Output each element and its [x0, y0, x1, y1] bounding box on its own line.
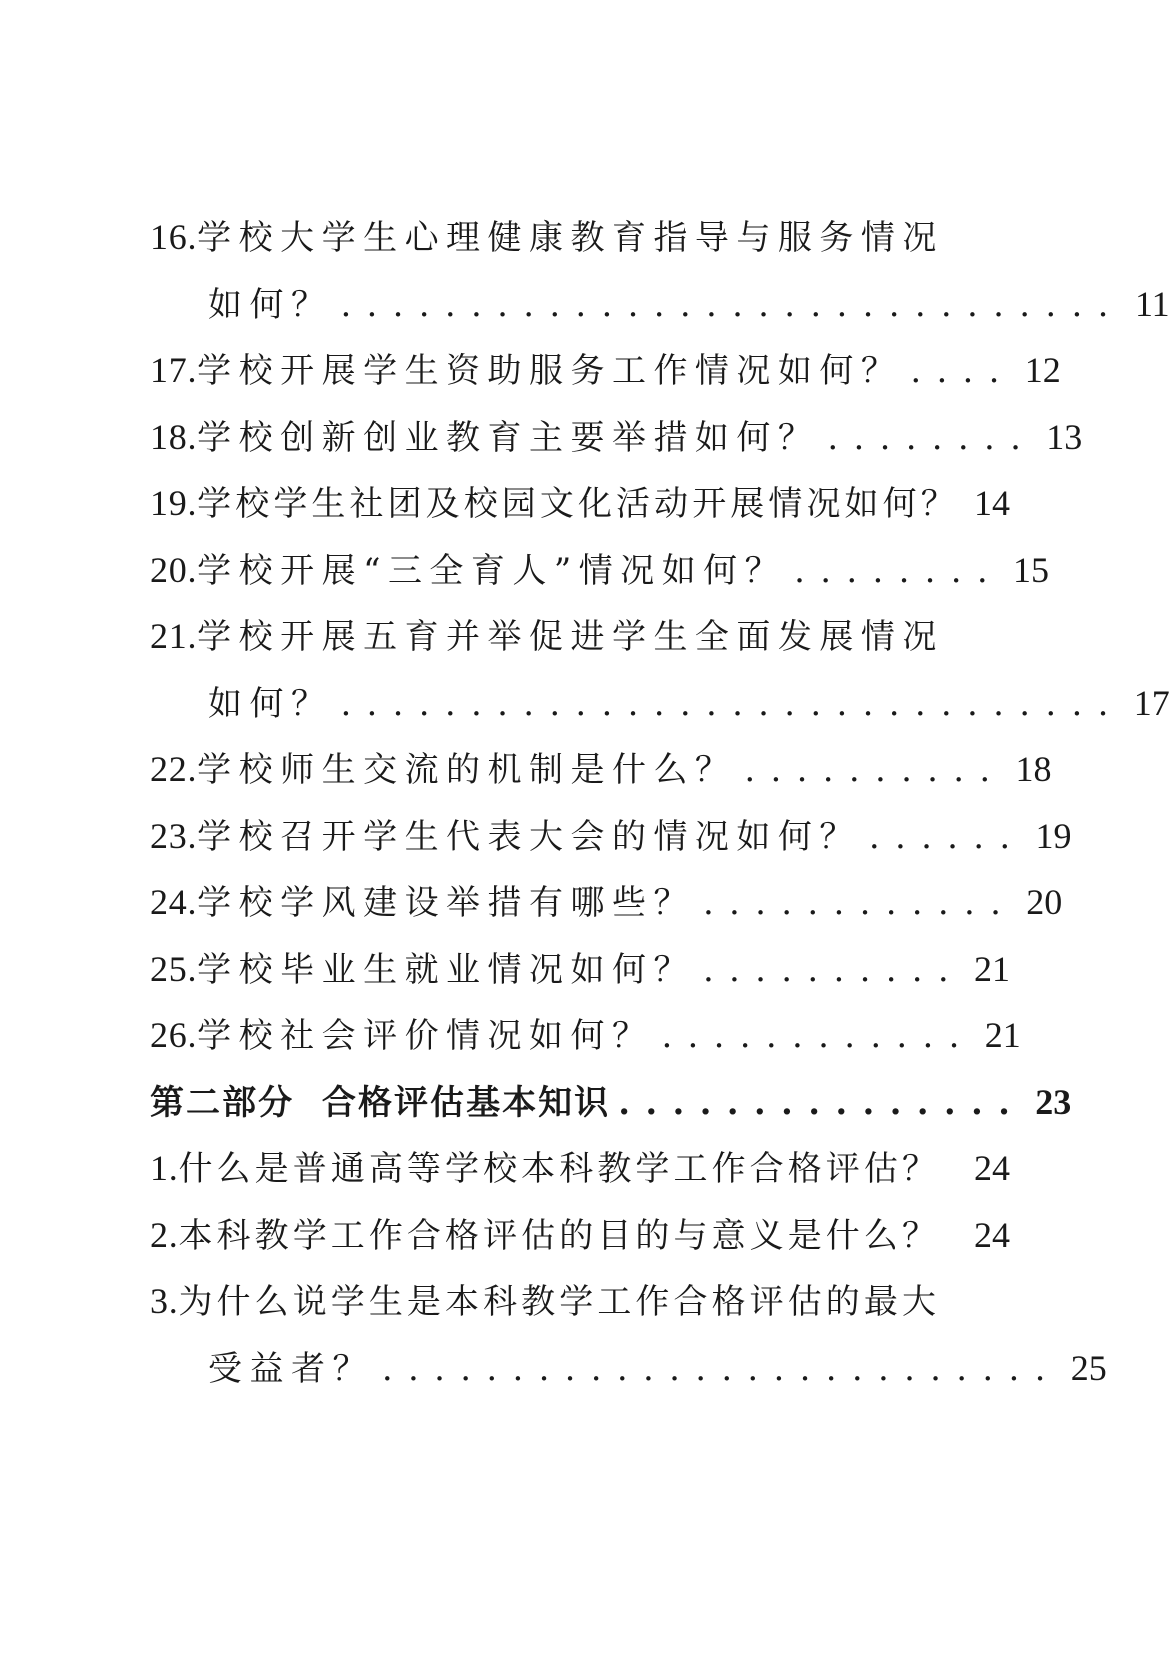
entry-title: 学校学生社团及校园文化活动开展情况如何？: [197, 484, 959, 524]
entry-number: 22.: [150, 749, 198, 789]
page-number: 19: [1035, 815, 1072, 856]
page-number: 14: [974, 483, 1010, 523]
entry-title-continued: 受益者？: [208, 1348, 374, 1389]
dot-leader: ........: [827, 417, 1037, 458]
dot-leader: ..............................: [340, 683, 1124, 724]
toc-entry-20[interactable]: [150, 543, 1050, 610]
toc-line: [150, 476, 1010, 543]
entry-number: 20.: [150, 549, 198, 590]
entry-title-continued: 如何？: [208, 683, 333, 724]
entry-title: 学校开展“三全育人”情况如何？: [197, 550, 787, 591]
entry-number: 3.: [150, 1281, 179, 1321]
toc-line: [150, 410, 1083, 477]
toc-line: [150, 1274, 1010, 1341]
toc-line: [150, 1208, 1010, 1275]
page-number: 24: [974, 1148, 1010, 1188]
page-number: 23: [1035, 1081, 1072, 1122]
entry-title: 学校创新创业教育主要举措如何？: [197, 417, 820, 458]
entry-number: 21.: [150, 616, 198, 656]
page-number: 13: [1046, 416, 1083, 457]
toc-part-heading[interactable]: [150, 1075, 1072, 1142]
toc-entry-22[interactable]: [150, 742, 1052, 809]
toc-line: [150, 609, 1010, 676]
dot-leader: ............: [702, 883, 1017, 923]
toc-entry-24[interactable]: [150, 875, 1063, 942]
toc-line-continued: [150, 676, 1170, 743]
toc-line: [150, 742, 1052, 809]
toc-line: [150, 1141, 1010, 1208]
toc-entry-26[interactable]: [150, 1008, 1021, 1075]
toc-entry-3[interactable]: [150, 1274, 1107, 1407]
entry-number: 16.: [150, 217, 198, 257]
entry-number: 17.: [150, 350, 198, 390]
toc-entry-23[interactable]: [150, 809, 1072, 876]
toc-line: [150, 543, 1050, 610]
page-number: 21: [974, 948, 1011, 989]
dot-leader: ......: [868, 816, 1026, 857]
entry-title: 学校开展五育并举促进学生全面发展情况: [197, 617, 944, 657]
dot-leader: ..........: [702, 949, 965, 990]
toc-entry-19[interactable]: [150, 476, 1010, 543]
toc-line-continued: [150, 1341, 1107, 1408]
dot-leader: ...............: [618, 1082, 1026, 1123]
entry-number: 19.: [150, 483, 198, 523]
toc-line-continued: [150, 277, 1170, 344]
page-number: 15: [1013, 549, 1050, 590]
page-number: 24: [974, 1214, 1010, 1255]
entry-title: 学校社会评价情况如何？: [197, 1016, 654, 1056]
entry-number: 2.: [150, 1214, 179, 1255]
entry-number: 18.: [150, 416, 198, 457]
entry-title: 学校召开学生代表大会的情况如何？: [197, 816, 861, 857]
entry-number: 24.: [150, 882, 198, 922]
toc-line: [150, 875, 1063, 942]
dot-leader: ....: [910, 351, 1015, 391]
entry-number: 25.: [150, 948, 198, 989]
toc-entry-21[interactable]: [150, 609, 1170, 742]
toc-line: [150, 210, 1010, 277]
toc-entry-1[interactable]: [150, 1141, 1010, 1208]
dot-leader: ..........................: [381, 1348, 1061, 1389]
page-number: 20: [1026, 882, 1063, 922]
entry-title: 学校开展学生资助服务工作情况如何？: [197, 351, 903, 391]
dot-leader: ..........: [744, 750, 1006, 790]
part-title: 第二部分 合格评估基本知识: [150, 1082, 611, 1123]
entry-title: 什么是普通高等学校本科教学工作合格评估？: [178, 1149, 941, 1189]
entry-title: 为什么说学生是本科教学工作合格评估的最大: [178, 1282, 941, 1322]
page-number: 11: [1135, 283, 1170, 324]
toc-line: [150, 343, 1061, 410]
toc-entry-16[interactable]: [150, 210, 1170, 343]
page-number: 25: [1070, 1347, 1107, 1388]
entry-number: 23.: [150, 815, 198, 856]
dot-leader: ............: [661, 1016, 975, 1056]
entry-title: 本科教学工作合格评估的目的与意义是什么？: [178, 1215, 941, 1256]
page-number: 17: [1133, 682, 1170, 723]
toc-entry-17[interactable]: [150, 343, 1061, 410]
page-number: 21: [984, 1015, 1021, 1055]
toc-entry-18[interactable]: [150, 410, 1083, 477]
dot-leader: ........: [794, 550, 1004, 591]
toc-entry-2[interactable]: [150, 1208, 1010, 1275]
page-number: 18: [1015, 749, 1052, 789]
toc-line: [150, 942, 1010, 1009]
entry-title: 学校师生交流的机制是什么？: [197, 750, 737, 790]
entry-title: 学校学风建设举措有哪些？: [197, 883, 695, 923]
toc-entry-25[interactable]: [150, 942, 1010, 1009]
entry-number: 1.: [150, 1148, 179, 1188]
toc-line: [150, 1008, 1021, 1075]
table-of-contents: [150, 210, 1170, 1407]
toc-line: [150, 1075, 1072, 1142]
toc-line: [150, 809, 1072, 876]
page-number: 12: [1024, 350, 1061, 390]
dot-leader: ..............................: [340, 284, 1124, 325]
entry-number: 26.: [150, 1015, 198, 1055]
entry-title-continued: 如何？: [208, 284, 333, 325]
entry-title: 学校毕业生就业情况如何？: [197, 949, 695, 990]
entry-title: 学校大学生心理健康教育指导与服务情况: [197, 218, 944, 258]
